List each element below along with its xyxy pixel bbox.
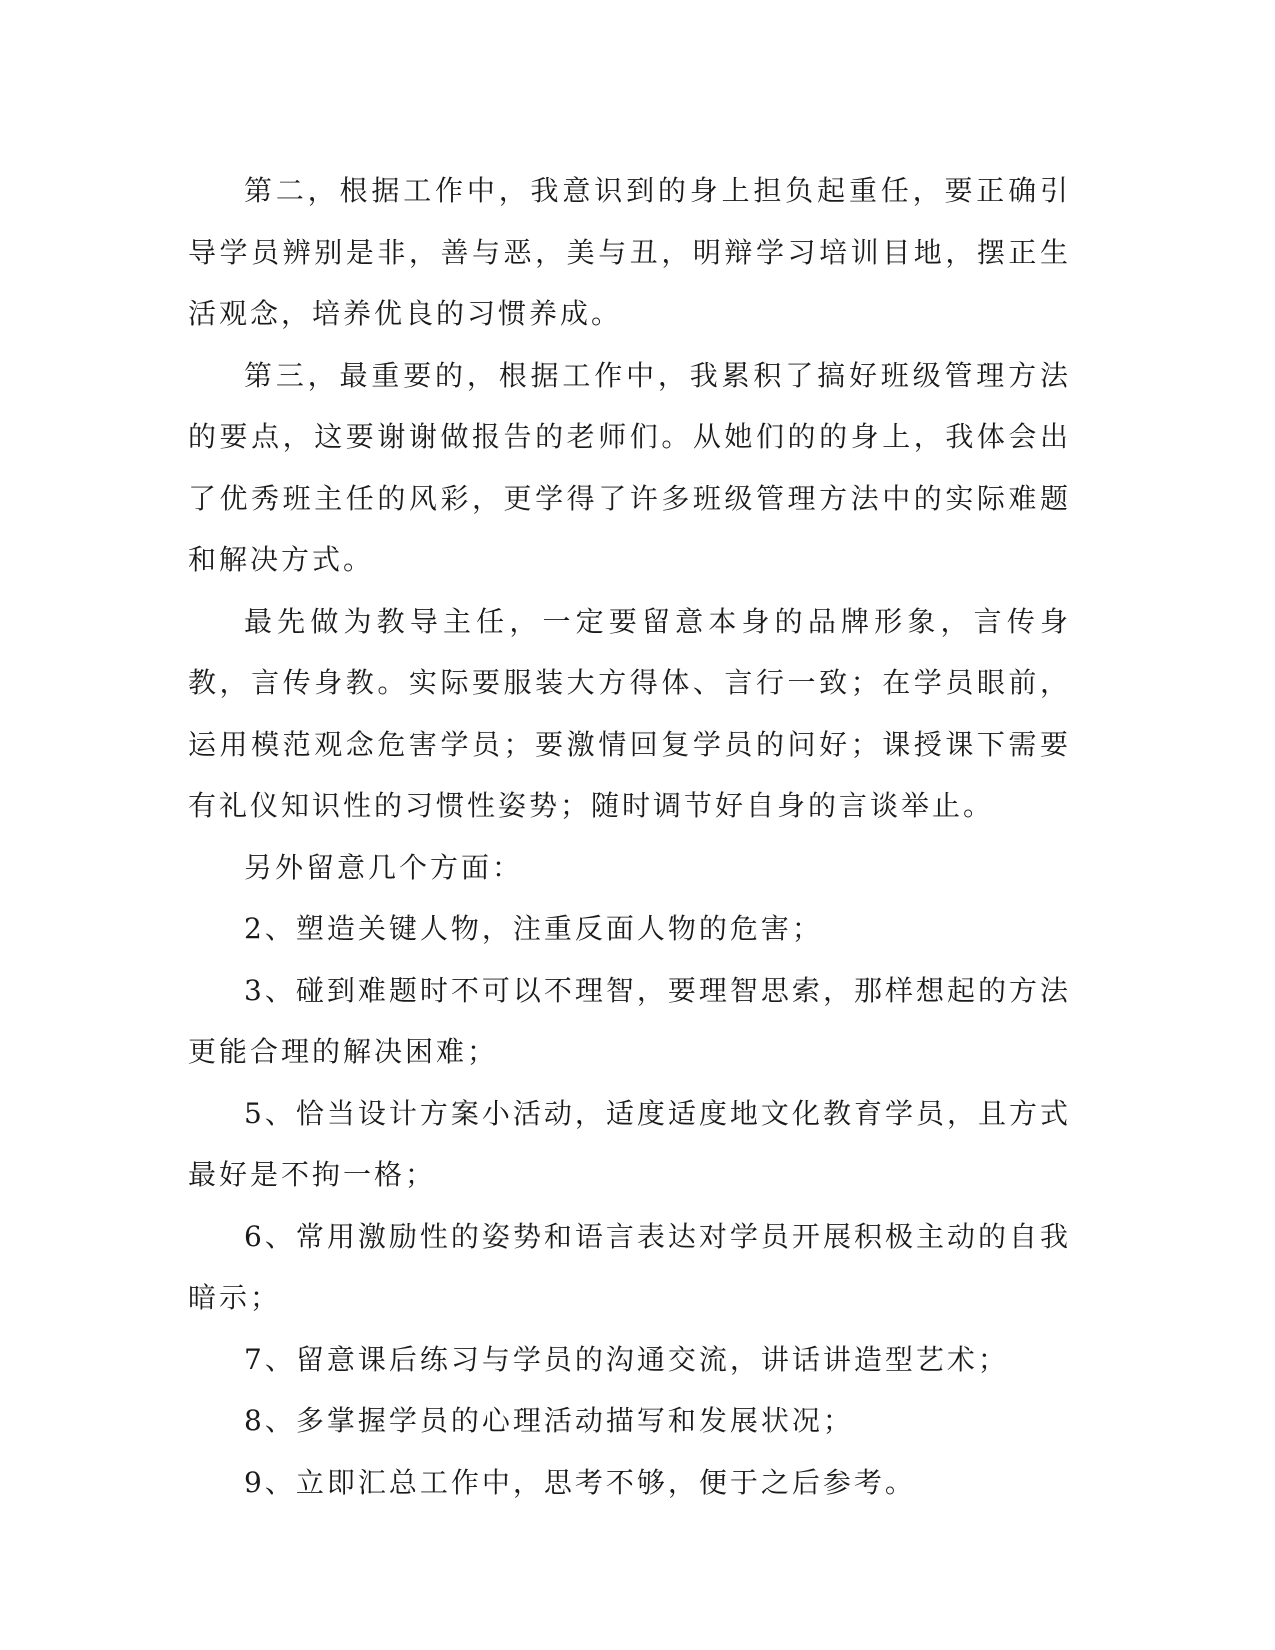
document-body xyxy=(188,160,1071,1513)
paragraph-second-point: 第二，根据工作中，我意识到的身上担负起重任，要正确引导学员辨别是非，善与恶，美与丑，明辩学习培训目地，摆正生活观念，培养优良的习惯养成。 xyxy=(188,174,1071,330)
list-item-6: 6、常用激励性的姿势和语言表达对学员开展积极主动的自我暗示； xyxy=(188,1219,1071,1314)
paragraph-third-point: 第三，最重要的，根据工作中，我累积了搞好班级管理方法的要点，这要谢谢做报告的老师们。从她们的的身上，我体会出了优秀班主任的风彩，更学得了许多班级管理方法中的实际难题和解决方式。 xyxy=(188,358,1071,576)
list-item-7: 7、留意课后练习与学员的沟通交流，讲话讲造型艺术； xyxy=(244,1342,1009,1376)
list-item-3: 3、碰到难题时不可以不理智，要理智思索，那样想起的方法更能合理的解决困难； xyxy=(188,973,1071,1068)
list-item-9: 9、立即汇总工作中，思考不够，便于之后参考。 xyxy=(244,1465,916,1499)
list-item-8: 8、多掌握学员的心理活动描写和发展状况； xyxy=(244,1404,854,1437)
paragraph-aspects-intro: 另外留意几个方面： xyxy=(244,850,524,884)
list-item-5: 5、恰当设计方案小活动，适度适度地文化教育学员，且方式最好是不拘一格； xyxy=(188,1096,1071,1191)
list-item-2: 2、塑造关键人物，注重反面人物的危害； xyxy=(244,912,823,945)
paragraph-head-teacher-image: 最先做为教导主任，一定要留意本身的品牌形象，言传身教，言传身教。实际要服装大方得体、言行一致；在学员眼前，运用模范观念危害学员；要激情回复学员的问好；课授课下需要有礼仪知识性的习惯性姿势；随时调节好自身的言谈举止。 xyxy=(188,604,1071,822)
